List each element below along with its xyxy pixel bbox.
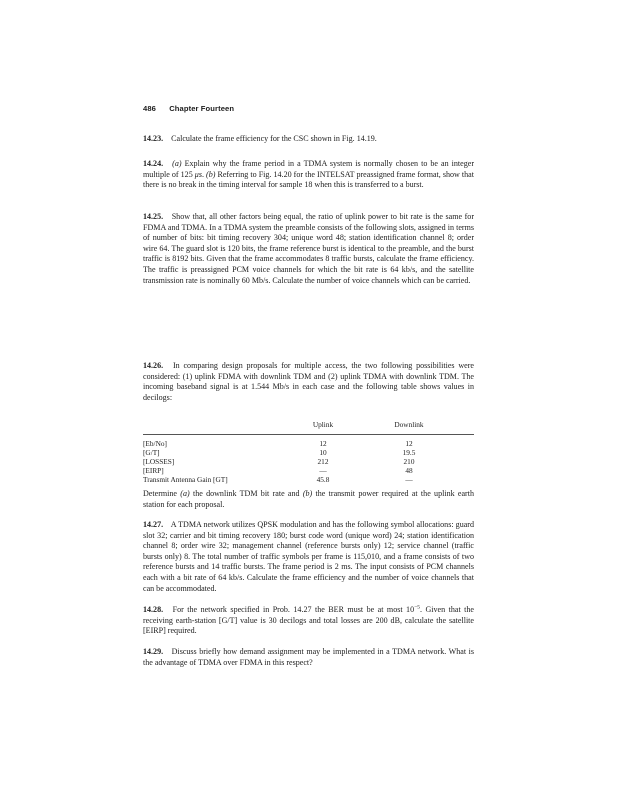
uplink-value: —	[319, 466, 327, 475]
problem-text: Discuss briefly how demand assignment may be implemented in a TDMA network. What is the advantage of TDMA over FDMA in this respect?	[143, 647, 474, 667]
page-header	[143, 104, 234, 113]
uplink-value: 212	[317, 457, 329, 466]
row-label: [LOSSES]	[143, 457, 175, 466]
row-label: [EIRP]	[143, 466, 164, 475]
problem-text-after: . Given that the receiving earth-station [G/T] value is 30 decilogs and total losses are 200 dB, calculate the satellite [EIRP] required.	[143, 605, 474, 636]
problem-number: 14.25.	[143, 212, 164, 221]
part-b-label: (b)	[206, 169, 216, 179]
problem-text-b: Referring to Fig. 14.20 for the INTELSAT preassigned frame format, show that there is no break in the timing interval for sample 18 when this is transferred to a burst.	[143, 169, 474, 190]
table-row	[143, 466, 474, 475]
problem-14-23	[143, 134, 474, 145]
unit-mu-s: μs	[194, 169, 202, 179]
downlink-value: 48	[405, 466, 413, 475]
problem-14-28	[143, 605, 474, 637]
problem-14-26-determine	[143, 489, 474, 510]
table-row	[143, 475, 474, 484]
problem-14-24: 14.24. (a) Explain why the frame period in a TDMA system is normally chosen to be an integer multiple of 125 μs. (b) Referring to Fig. 14.20 for the INTELSAT preassigned frame format, show that there is no break in the timing interval for sample 18 when this is transferred to a burst.	[143, 159, 475, 190]
problem-text: A TDMA network utilizes QPSK modulation and has the following symbol allocations: guard slot 32; carrier and bit timing recovery 180; burst code word (unique word) 24; station identification channel 8; order wire 32; management channel (reference bursts only) 12; service channel (traffic bursts only) 8. The total number of traffic symbols per frame is 115,010, and a frame consists of two reference bursts and 14 traffic bursts. The frame period is 2 ms. The input consists of PCM channels each with a bit rate of 64 kb/s. Calculate the frame efficiency and the number of voice channels that can be accommodated.	[143, 520, 474, 593]
problem-number: 14.29.	[143, 647, 164, 656]
problem-text-a: Explain why the frame period in a TDMA system is normally chosen to be an integer multiple of 125	[143, 159, 475, 179]
part-a-label: (a)	[172, 159, 182, 168]
problem-number: 14.26.	[143, 361, 164, 370]
downlink-value: 12	[405, 439, 413, 448]
row-label: Transmit Antenna Gain [GT]	[143, 475, 228, 484]
chapter-title: Chapter Fourteen	[169, 104, 235, 113]
problem-number: 14.24.	[143, 159, 164, 168]
part-b-label: (b)	[302, 489, 313, 498]
column-header-downlink: Downlink	[394, 420, 424, 429]
problem-text: Show that, all other factors being equal, the ratio of uplink power to bit rate is the same for FDMA and TDMA. In a TDMA system the preamble consists of the following slots, assigned in terms of number of bits: bit timing recovery 304; unique word 48; station identification channel 8; order wire 64. The guard slot is 120 bits, the frame reference burst is identical to the preamble, and the burst traffic is 8192 bits. Given that the frame accommodates 8 traffic bursts, calculate the frame efficiency. The traffic is preassigned PCM voice channels for which the bit rate is 64 kb/s, and the satellite transmission rate is nominally 60 Mb/s. Calculate the number of voice channels which can be carried.	[143, 212, 474, 285]
table-rule	[143, 434, 474, 435]
problem-number: 14.27.	[143, 520, 164, 529]
uplink-value: 12	[319, 439, 327, 448]
determine-text: Determine	[143, 489, 177, 498]
table-row	[143, 439, 474, 448]
problem-number: 14.28.	[143, 605, 164, 614]
determine-mid-text: the downlink TDM bit rate and	[192, 489, 300, 498]
problem-14-29	[143, 647, 474, 668]
column-header-uplink: Uplink	[312, 420, 334, 429]
page-number: 486	[143, 104, 156, 113]
problem-14-25	[143, 212, 474, 286]
table-header-row	[143, 420, 474, 430]
problem-14-26	[143, 361, 474, 403]
problem-text: In comparing design proposals for multiple access, the two following possibilities were considered: (1) uplink FDMA with downlink TDM and (2) uplink TDMA with downlink TDM. The incoming baseband signal is at 1.544 Mb/s in each case and the following table shows values in decilogs:	[143, 361, 474, 402]
part-a-label: (a)	[180, 489, 190, 498]
problem-14-27	[143, 520, 474, 594]
row-label: [G/T]	[143, 448, 160, 457]
problem-number: 14.23.	[143, 134, 164, 143]
downlink-value: 210	[403, 457, 415, 466]
uplink-value: 10	[319, 448, 327, 457]
table-row	[143, 457, 474, 466]
downlink-value: 19.5	[402, 448, 416, 457]
problem-text: Calculate the frame efficiency for the CSC shown in Fig. 14.19.	[171, 134, 377, 143]
determine-end-text: the transmit power required at the uplink earth station for each proposal.	[143, 489, 474, 509]
exponent: −5	[414, 604, 420, 611]
uplink-value: 45.8	[316, 475, 330, 484]
downlink-value: —	[405, 475, 413, 484]
problem-text-before: For the network specified in Prob. 14.27 the BER must be at most 10	[172, 605, 415, 614]
table-row	[143, 448, 474, 457]
row-label: [Eb/No]	[143, 439, 167, 448]
